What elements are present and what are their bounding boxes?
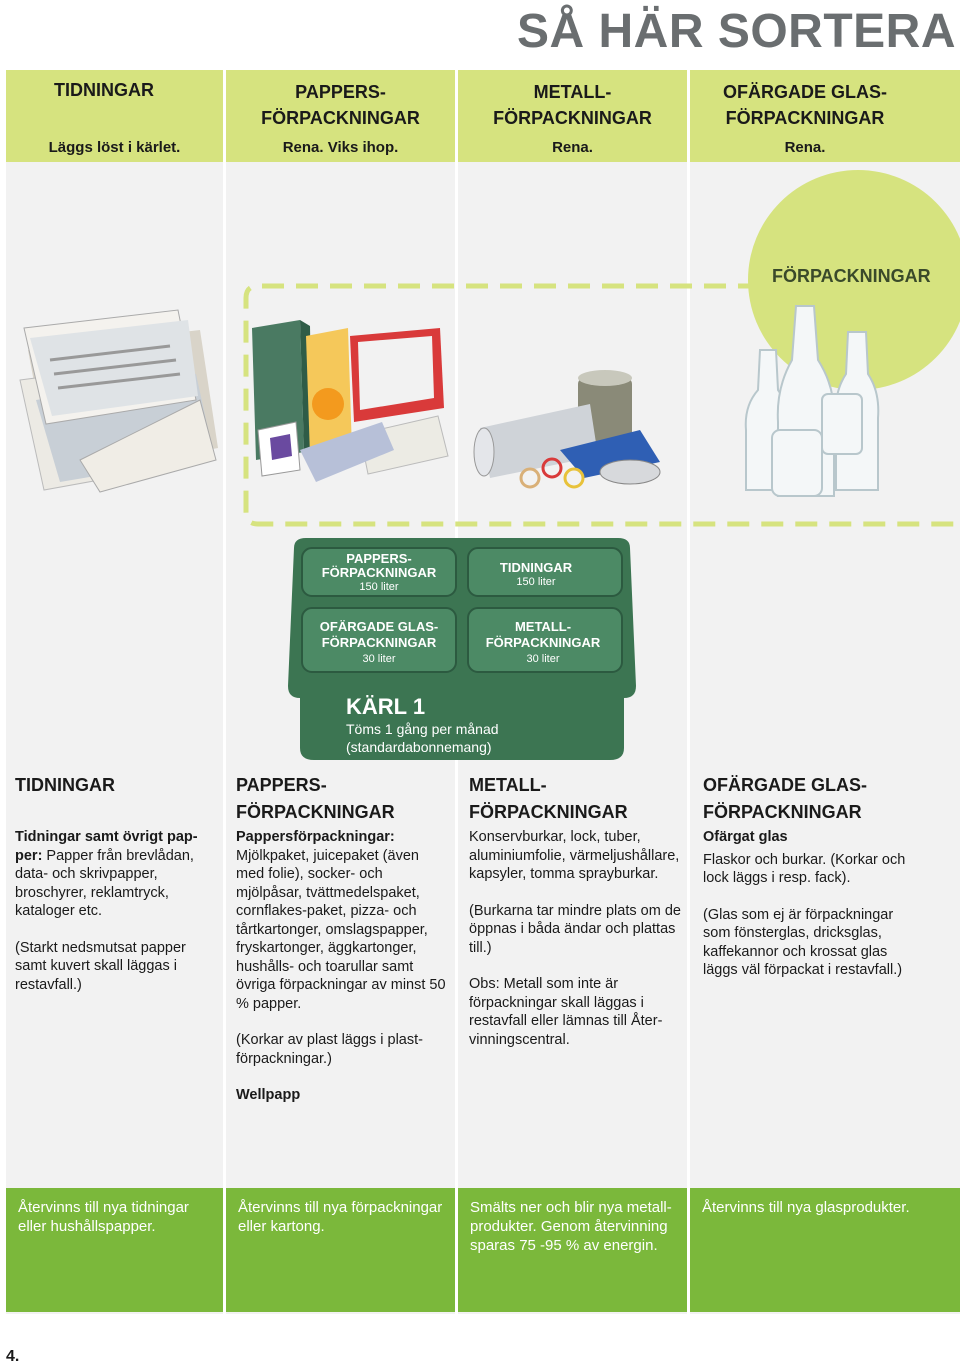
compartment-volume: 150 liter [516,576,556,588]
compartment-volume: 150 liter [359,581,399,593]
bin-compartment-tidningar [468,560,604,590]
footer-bold: Wellpapp [236,1087,301,1103]
paragraph: (Korkar av plast läggs i plastförpackningar.) [236,1032,423,1067]
page-title: SÅ HÄR SORTERA [516,5,956,58]
result-text: Återvinns till nya förpackningar eller kartong. [238,1199,443,1235]
header-metallforpackningar [458,70,687,162]
bin-schedule: Töms 1 gång per månad [346,721,499,737]
header-title-line1: PAPPERS- [295,82,386,102]
header-tidningar [6,70,223,162]
section-body-pappersforpackningar [236,828,446,1123]
lead-text: Papper från brevlådan, data- och skrivpapper, broschyrer, reklamtryck, kataloger etc. [15,847,194,919]
header-title-line2: FÖRPACKNINGAR [493,108,652,128]
section-title-line: FÖRPACKNINGAR [703,802,862,822]
bin-name: KÄRL 1 [346,694,426,719]
lead-bold: Tidningar samt övrigt papper: [15,829,198,864]
result-text: Återvinns till nya glasprodukter. [702,1199,910,1216]
header-subtitle: Rena. Viks ihop. [282,139,399,156]
compartment-line1: TIDNINGAR [499,560,573,575]
section-title-metallforpackningar [469,772,628,826]
header-title-line1: METALL- [533,82,612,102]
compartment-volume: 30 liter [362,653,396,665]
paragraph: (Glas som ej är förpackningar som fönsterglas, dricksglas, kaffekannor och krossat glas läggs väl förpackat i restavfall.) [703,906,903,978]
result-box-tidningar [6,1188,223,1312]
metal-items-illustration [474,370,660,487]
result-text: Återvinns till nya tidningar eller hushållspapper. [18,1199,189,1235]
result-text: Smälts ner och blir nya metallprodukter. Genom återvinning sparas 75 -95 % av energin. [470,1199,672,1254]
bin-schedule-note: (standardabonnemang) [346,739,492,755]
section-title-line: OFÄRGADE GLAS- [703,775,867,795]
bin-compartment-pappersforpackningar [304,552,454,594]
section-title-tidningar [15,772,115,799]
header-subtitle: Rena. [552,139,593,156]
result-box-pappersforpackningar [226,1188,455,1312]
section-title-line: FÖRPACKNINGAR [236,802,395,822]
compartment-line2: FÖRPACKNINGAR [321,565,437,580]
header-subtitle: Läggs löst i kärlet. [48,139,181,156]
section-title-line: PAPPERS- [236,775,327,795]
newspapers-illustration [20,310,218,492]
header-subtitle: Rena. [784,139,826,156]
lead-bold: Pappersförpackningar: [236,829,395,845]
paper-packages-illustration [252,320,448,482]
section-title-line: FÖRPACKNINGAR [469,802,628,822]
compartment-line1: PAPPERS- [346,551,412,566]
header-ofargade-glasforpackningar [690,70,960,162]
compartment-line2: FÖRPACKNINGAR [485,635,601,650]
header-title-line2: FÖRPACKNINGAR [725,108,885,128]
compartment-line1: OFÄRGADE GLAS- [319,619,439,634]
lead-text: Mjölkpaket, juicepaket (även med folie), socker- och mjölpåsar, tvättmedelspaket, cornflakes-paket, pizza- och tårtkartonger, omslagspapper, fryskartonger, äggkartonger, hushålls- och toarullar samt övriga förpackningar av minst 50 % papper. [236,847,446,1012]
section-body-ofargade-glas [703,828,917,998]
paragraph: (Burkarna tar mindre plats om de öppnas i båda ändar och plattas till.) [469,902,681,956]
paragraph: Obs: Metall som inte är förpackningar skall läggas i restavfall eller lämnas till Återvinningscentral. [469,976,663,1048]
section-title-line: METALL- [469,775,547,795]
section-body-tidningar [15,828,213,1012]
section-title-line: TIDNINGAR [15,775,115,795]
header-pappersforpackningar [226,70,455,162]
compartment-line1: METALL- [514,619,572,634]
compartment-volume: 30 liter [526,653,560,665]
lead-text: Konservburkar, lock, tuber, aluminiumfolie, värmeljushållare, kapsyler, tomma sprayburkar. [469,829,680,882]
bin-info [346,694,499,756]
illustration-area [0,160,960,540]
header-title-line2: FÖRPACKNINGAR [261,108,420,128]
result-box-metall [458,1188,687,1312]
result-box-glas [690,1188,960,1312]
section-title-ofargade-glas [703,772,867,826]
header-title: TIDNINGAR [54,80,154,100]
paragraph: (Starkt nedsmutsat papper samt kuvert skall läggas i restavfall.) [15,939,186,993]
compartment-line2: FÖRPACKNINGAR [321,635,437,650]
page-number: 4. [6,1348,20,1365]
bin-compartment-ofargade-glas [304,619,454,667]
section-body-metallforpackningar [469,828,681,1067]
bin-compartment-metall [468,619,618,667]
header-title-line1: OFÄRGADE GLAS- [723,82,887,102]
lead-text: Flaskor och burkar. (Korkar och lock läggs i resp. fack). [703,851,906,886]
forpackningar-label: FÖRPACKNINGAR [772,266,931,286]
lead-bold: Ofärgat glas [703,829,788,845]
section-title-pappersforpackningar [236,772,395,826]
